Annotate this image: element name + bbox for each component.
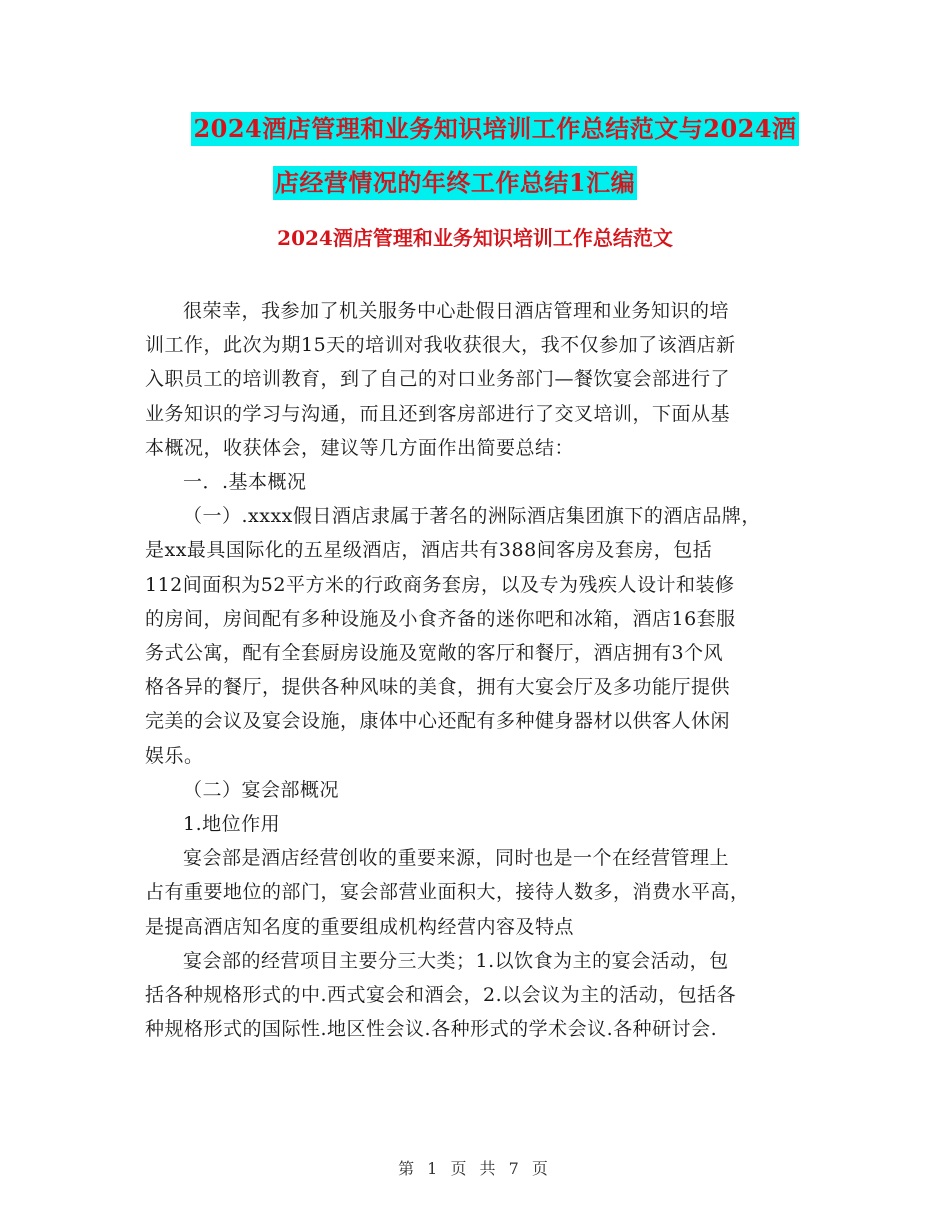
- text-line: 务式公寓，配有全套厨房设施及宽敞的客厅和餐厅，酒店拥有3个风: [145, 642, 724, 665]
- heading-line: 1.地位作用: [183, 813, 281, 836]
- section-title: 2024酒店管理和业务知识培训工作总结范文: [277, 226, 673, 250]
- heading-line: （二）宴会部概况: [183, 778, 340, 801]
- text-line: （一）.xxxx假日酒店隶属于著名的洲际酒店集团旗下的酒店品牌，: [183, 505, 761, 528]
- document-body: [145, 294, 835, 1046]
- page-footer: 第 1 页 共 7 页: [398, 1159, 552, 1178]
- text-line: 括各种规格形式的中.西式宴会和酒会，2.以会议为主的活动，包括各: [145, 984, 737, 1007]
- text-line: 种规格形式的国际性.地区性会议.各种形式的学术会议.各种研讨会.: [145, 1018, 718, 1041]
- text-line: 占有重要地位的部门，宴会部营业面积大，接待人数多，消费水平高，: [145, 881, 750, 904]
- text-line: 宴会部的经营项目主要分三大类；1.以饮食为主的宴会活动，包: [183, 949, 729, 972]
- document-title: [0, 112, 950, 200]
- text-line: 格各异的餐厅，提供各种风味的美食，拥有大宴会厅及多功能厅提供: [145, 676, 731, 699]
- text-line: 是xx最具国际化的五星级酒店，酒店共有388间客房及套房，包括: [145, 539, 713, 562]
- text-line: 业务知识的学习与沟通，而且还到客房部进行了交叉培训，下面从基: [145, 402, 731, 425]
- text-line: 是提高酒店知名度的重要组成机构经营内容及特点: [145, 915, 575, 938]
- text-line: 112间面积为52平方米的行政商务套房，以及专为残疾人设计和装修: [145, 573, 735, 596]
- text-line: 本概况，收获体会，建议等几方面作出简要总结：: [145, 436, 575, 459]
- text-line: 宴会部是酒店经营创收的重要来源，同时也是一个在经营管理上: [183, 847, 730, 870]
- text-line: 训工作，此次为期15天的培训对我收获很大，我不仅参加了该酒店新: [145, 334, 736, 357]
- text-line: 的房间，房间配有多种设施及小食齐备的迷你吧和冰箱，酒店16套服: [145, 607, 736, 630]
- text-line: 入职员工的培训教育，到了自己的对口业务部门—餐饮宴会部进行了: [145, 368, 731, 391]
- text-line: 完美的会议及宴会设施，康体中心还配有多种健身器材以供客人休闲: [145, 710, 731, 733]
- heading-line: 一．.基本概况: [183, 471, 307, 494]
- text-line: 很荣幸，我参加了机关服务中心赴假日酒店管理和业务知识的培: [183, 300, 730, 322]
- title-line-2: 店经营情况的年终工作总结1汇编: [273, 166, 637, 200]
- title-line-1: 2024酒店管理和业务知识培训工作总结范文与2024酒: [191, 112, 798, 146]
- text-line: 娱乐。: [145, 744, 204, 767]
